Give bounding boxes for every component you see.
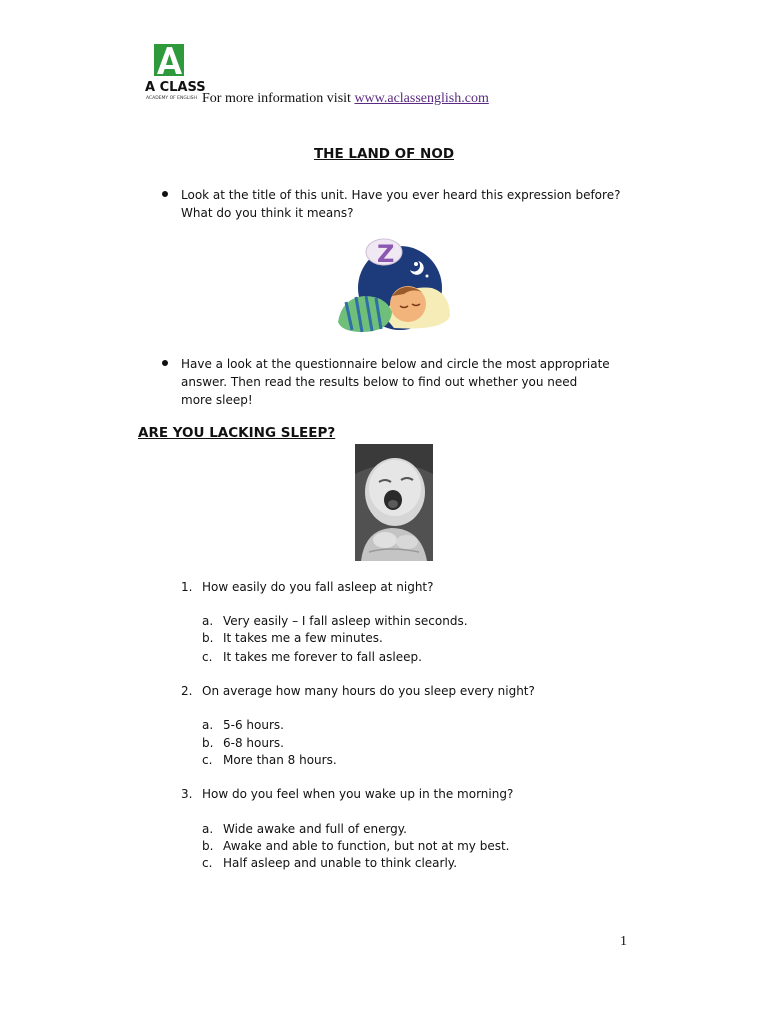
- question-3-option-a[interactable]: Wide awake and full of energy.: [223, 822, 407, 836]
- option-letter: b.: [202, 736, 214, 750]
- website-link[interactable]: www.aclassenglish.com: [354, 91, 489, 106]
- question-2-option-b[interactable]: 6-8 hours.: [223, 736, 284, 750]
- header-note: [202, 91, 489, 107]
- question-3-option-b[interactable]: Awake and able to function, but not at my best.: [223, 839, 510, 853]
- header-note-text: For more information visit: [202, 91, 355, 106]
- question-3-option-c[interactable]: Half asleep and unable to think clearly.: [223, 856, 458, 870]
- option-letter: c.: [202, 650, 213, 664]
- question-1-option-a[interactable]: Very easily – I fall asleep within seconds.: [223, 614, 468, 628]
- option-letter: c.: [202, 856, 213, 870]
- question-2-option-c[interactable]: More than 8 hours.: [223, 753, 337, 767]
- bullet-dot: [162, 191, 168, 197]
- yawning-baby-photo: [355, 444, 433, 561]
- question-1-option-b[interactable]: It takes me a few minutes.: [223, 631, 383, 645]
- intro-bullet-1: Look at the title of this unit. Have you ever heard this expression before? What do you think it means?: [181, 188, 621, 220]
- option-letter: a.: [202, 718, 214, 732]
- option-letter: b.: [202, 631, 214, 645]
- question-2-text: On average how many hours do you sleep every night?: [202, 684, 535, 698]
- option-letter: b.: [202, 839, 214, 853]
- question-1-text: How easily do you fall asleep at night?: [202, 580, 434, 594]
- question-3-text: How do you feel when you wake up in the morning?: [202, 787, 514, 801]
- option-letter: a.: [202, 822, 214, 836]
- intro-bullet-2: Have a look at the questionnaire below and circle the most appropriate answer. Then read the results below to find out whether you need more sleep!: [181, 357, 610, 407]
- aclass-logo: [138, 40, 206, 104]
- document-title: THE LAND OF NOD: [313, 146, 455, 162]
- question-2-option-a[interactable]: 5-6 hours.: [223, 718, 284, 732]
- option-letter: c.: [202, 753, 213, 767]
- question-number: 1.: [181, 580, 193, 594]
- sleeping-baby-cartoon: [334, 236, 454, 336]
- section-title: ARE YOU LACKING SLEEP?: [138, 425, 336, 441]
- bullet-dot: [162, 360, 168, 366]
- logo-text: A CLASS: [145, 80, 206, 95]
- page-number: 1: [620, 934, 627, 949]
- question-number: 2.: [181, 684, 193, 698]
- question-1-option-c[interactable]: It takes me forever to fall asleep.: [223, 650, 422, 664]
- logo-subtext: ACADEMY OF ENGLISH: [146, 96, 197, 101]
- question-number: 3.: [181, 787, 193, 801]
- option-letter: a.: [202, 614, 214, 628]
- z-letter: Z: [377, 240, 395, 268]
